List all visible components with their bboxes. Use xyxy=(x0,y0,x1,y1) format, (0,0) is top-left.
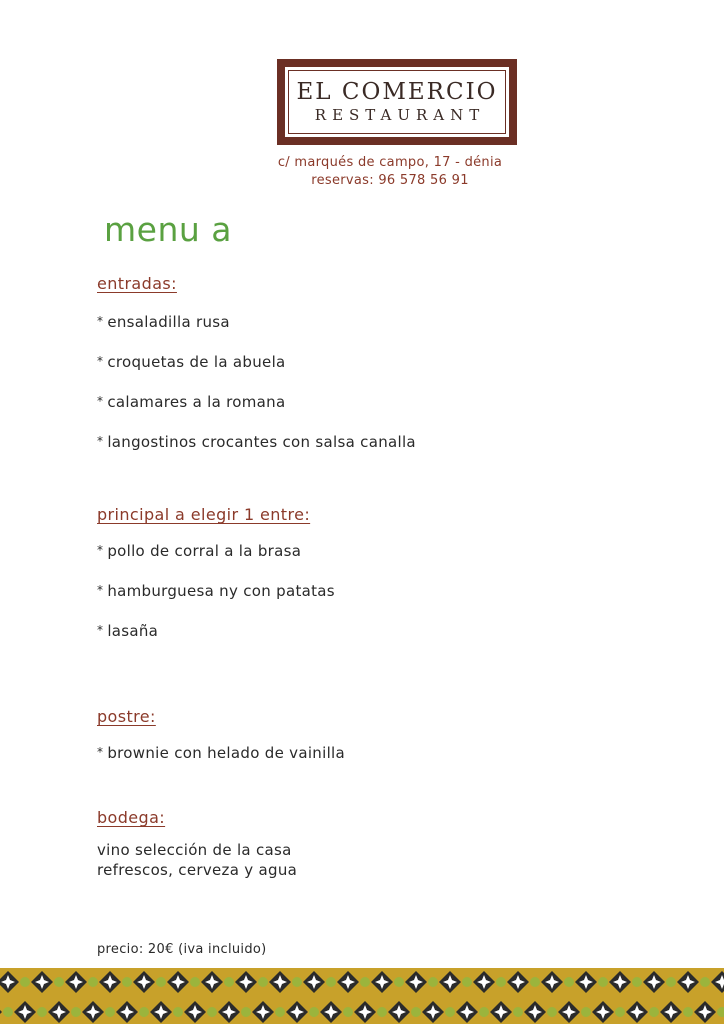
section-heading-bodega: bodega: xyxy=(97,808,166,827)
list-item xyxy=(97,622,158,640)
pattern-dot xyxy=(530,977,540,987)
price-note: precio: 20€ (iva incluido) xyxy=(97,942,267,957)
item-label: hamburguesa ny con patatas xyxy=(107,582,335,600)
pattern-dot xyxy=(462,977,472,987)
star-bullet: * xyxy=(97,583,104,597)
list-item xyxy=(97,393,285,411)
pattern-dot xyxy=(360,977,370,987)
pattern-dot xyxy=(445,1007,455,1017)
star-bullet: * xyxy=(97,623,104,637)
pattern-dot xyxy=(309,1007,319,1017)
section-heading-entradas: entradas: xyxy=(97,274,177,293)
logo-frame xyxy=(288,70,506,134)
pattern-dot xyxy=(37,1007,47,1017)
list-item xyxy=(97,542,301,560)
pattern-dot xyxy=(71,1007,81,1017)
star-bullet: * xyxy=(97,434,104,448)
pattern-dot xyxy=(241,1007,251,1017)
pattern-dot xyxy=(598,977,608,987)
list-item xyxy=(97,433,416,451)
pattern-dot xyxy=(292,977,302,987)
pattern-dot xyxy=(649,1007,659,1017)
pattern-dot xyxy=(275,1007,285,1017)
pattern-dot xyxy=(496,977,506,987)
pattern-dot xyxy=(581,1007,591,1017)
pattern-dot xyxy=(156,977,166,987)
item-label: croquetas de la abuela xyxy=(107,353,286,371)
pattern-dot xyxy=(547,1007,557,1017)
item-label: ensaladilla rusa xyxy=(107,313,230,331)
star-bullet: * xyxy=(97,543,104,557)
reservations-phone: reservas: 96 578 56 91 xyxy=(311,173,469,188)
pattern-dot xyxy=(139,1007,149,1017)
star-bullet: * xyxy=(97,354,104,368)
item-label: pollo de corral a la brasa xyxy=(107,542,302,560)
star-bullet: * xyxy=(97,314,104,328)
pattern-dot xyxy=(428,977,438,987)
pattern-dot xyxy=(173,1007,183,1017)
logo-name: EL COMERCIO xyxy=(296,79,498,105)
star-bullet: * xyxy=(97,745,104,759)
item-label: brownie con helado de vainilla xyxy=(107,744,346,762)
section-heading-principal: principal a elegir 1 entre: xyxy=(97,505,311,524)
bodega-list xyxy=(97,840,297,880)
pattern-dot xyxy=(88,977,98,987)
pattern-dot xyxy=(377,1007,387,1017)
bodega-line: vino selección de la casa xyxy=(97,841,292,859)
pattern-dot xyxy=(20,977,30,987)
star-bullet: * xyxy=(97,394,104,408)
logo-subtitle: RESTAURANT xyxy=(314,106,486,124)
pattern-dot xyxy=(258,977,268,987)
pattern-dot xyxy=(122,977,132,987)
pattern-dot xyxy=(3,1007,13,1017)
item-label: langostinos crocantes con salsa canalla xyxy=(107,433,416,451)
pattern-dot xyxy=(411,1007,421,1017)
pattern-dot xyxy=(632,977,642,987)
pattern-dot xyxy=(666,977,676,987)
bodega-line: refrescos, cerveza y agua xyxy=(97,861,298,879)
pattern-dot xyxy=(343,1007,353,1017)
address-street: c/ marqués de campo, 17 - dénia xyxy=(277,155,503,170)
pattern-dot xyxy=(683,1007,693,1017)
pattern-dot xyxy=(54,977,64,987)
restaurant-logo xyxy=(277,59,517,145)
address-block xyxy=(230,154,550,190)
list-item xyxy=(97,744,345,762)
pattern-dot xyxy=(190,977,200,987)
pattern-dot xyxy=(326,977,336,987)
section-heading-postre: postre: xyxy=(97,707,156,726)
item-label: lasaña xyxy=(107,622,159,640)
logo-inner-panel xyxy=(285,67,509,137)
pattern-dot xyxy=(615,1007,625,1017)
pattern-dot xyxy=(700,977,710,987)
item-label: calamares a la romana xyxy=(107,393,286,411)
pattern-dot xyxy=(207,1007,217,1017)
pattern-dot xyxy=(394,977,404,987)
list-item xyxy=(97,353,286,371)
pattern-dot xyxy=(105,1007,115,1017)
list-item xyxy=(97,582,335,600)
list-item xyxy=(97,313,230,331)
menu-title: menu a xyxy=(104,210,232,249)
decorative-tile-pattern xyxy=(0,968,724,1024)
pattern-dot xyxy=(479,1007,489,1017)
pattern-dot xyxy=(564,977,574,987)
pattern-dot xyxy=(513,1007,523,1017)
pattern-dot xyxy=(224,977,234,987)
